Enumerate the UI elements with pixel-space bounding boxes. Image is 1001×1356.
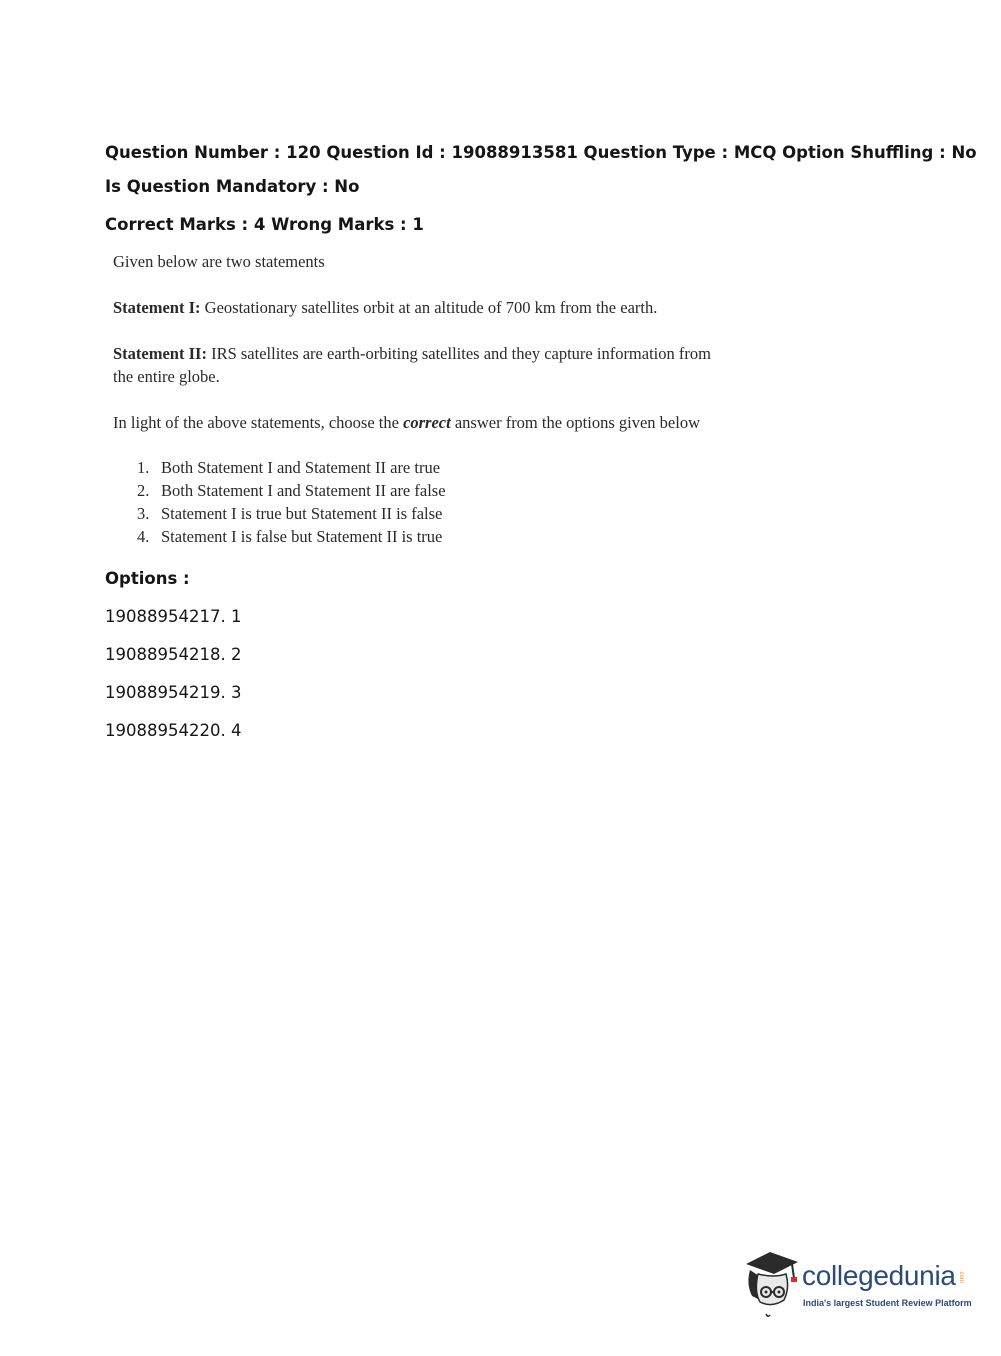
choice-text: Both Statement I and Statement II are false <box>161 481 446 500</box>
option-item: 19088954219. 3 <box>105 683 242 702</box>
choice-text: Statement I is true but Statement II is false <box>161 504 443 523</box>
choice-text: Statement I is false but Statement II is true <box>161 527 443 546</box>
statement-2-text: IRS satellites are earth-orbiting satellites and they capture information from the entire globe. <box>113 344 711 386</box>
question-intro: Given below are two statements <box>113 252 325 271</box>
statement-1-label: Statement I: <box>113 298 201 317</box>
statement-1-text: Geostationary satellites orbit at an altitude of 700 km from the earth. <box>200 298 658 317</box>
question-instruction <box>113 411 753 434</box>
logo-tagline: India's largest Student Review Platform <box>803 1298 972 1308</box>
collegedunia-logo <box>740 1248 970 1320</box>
option-item: 19088954220. 4 <box>105 721 242 740</box>
statement-2 <box>113 342 713 388</box>
logo-com: .com <box>958 1270 964 1284</box>
choice-number: 3. <box>137 504 150 523</box>
choice-item <box>113 525 753 548</box>
choice-number: 4. <box>137 527 150 546</box>
instruction-emphasis: correct <box>403 413 451 432</box>
option-item: 19088954217. 1 <box>105 607 242 626</box>
choice-item <box>113 502 753 525</box>
option-item: 19088954218. 2 <box>105 645 242 664</box>
mascot-icon <box>740 1248 802 1320</box>
instruction-pre: In light of the above statements, choose the <box>113 413 404 432</box>
statement-1 <box>113 296 753 319</box>
choice-number: 2. <box>137 481 150 500</box>
instruction-post: answer from the options given below <box>450 413 700 432</box>
choice-list <box>113 456 753 548</box>
choice-text: Both Statement I and Statement II are true <box>161 458 441 477</box>
options-heading: Options : <box>105 569 190 588</box>
statement-2-label: Statement II: <box>113 344 207 363</box>
question-meta-line: Question Number : 120 Question Id : 19088913581 Question Type : MCQ Option Shuffling : No <box>105 143 977 162</box>
question-marks-line: Correct Marks : 4 Wrong Marks : 1 <box>105 215 424 234</box>
choice-item <box>113 479 753 502</box>
question-mandatory-line: Is Question Mandatory : No <box>105 177 360 196</box>
logo-wordmark: collegedunia <box>802 1260 956 1291</box>
question-body <box>113 250 753 548</box>
choice-item <box>113 456 753 479</box>
choice-number: 1. <box>137 458 150 477</box>
